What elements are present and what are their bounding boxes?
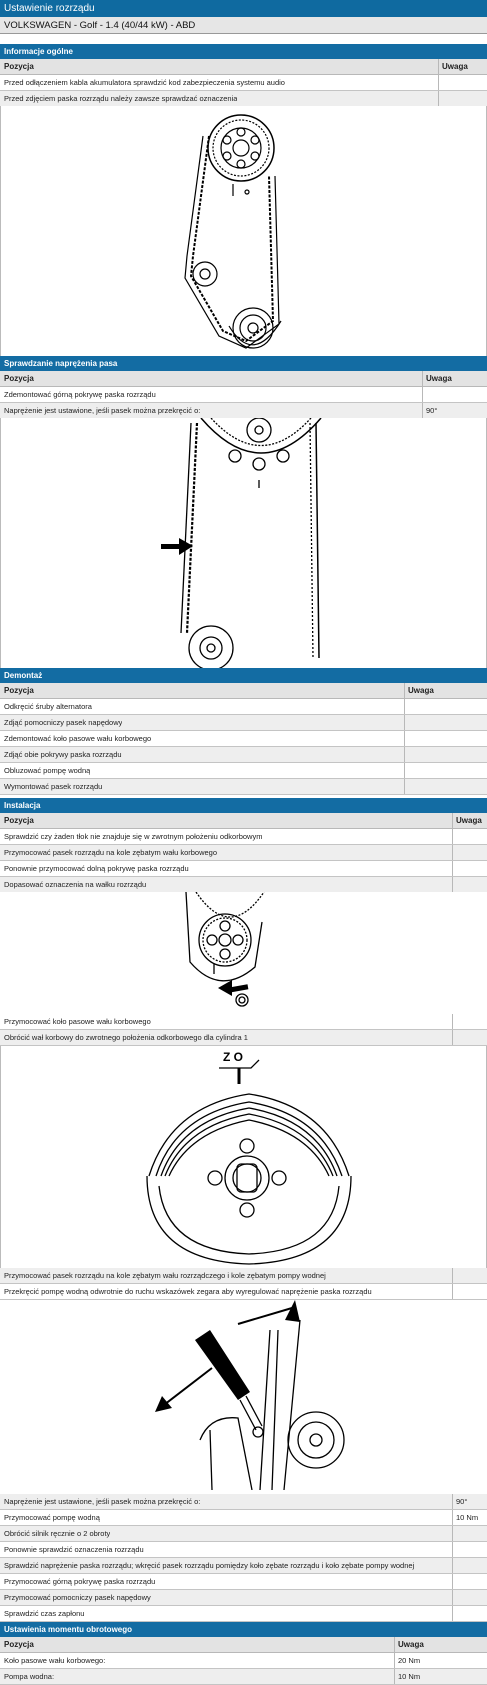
section-install-d [0,1494,487,1622]
section-removal [0,668,487,795]
table-row: Sprawdzić czas zapłonu [0,1606,487,1622]
section-title: Informacje ogólne [0,44,487,59]
section-install-c [0,1268,487,1300]
section-tension [0,356,487,419]
table-row [0,403,487,419]
row-text: Przed zdjęciem paska rozrządu należy zawsze sprawdzać oznaczenia [4,94,238,103]
tension-value: 90° [422,403,437,418]
table-row: Obrócić wał korbowy do zwrotnego położenia odkorbowego dla cylindra 1 [0,1030,487,1046]
table-row: Obluzować pompę wodną [0,763,487,779]
table-row: Sprawdzić czy żaden tłok nie znajduje się w zwrotnym położeniu odkorbowym [0,829,487,845]
row-text: Przed odłączeniem kabla akumulatora sprawdzić kod zabezpieczenia systemu audio [4,78,285,87]
row-text: Naprężenie jest ustawione, jeśli pasek można przekręcić o: [4,406,201,415]
col-position: Pozycja [4,686,34,695]
col-note: Uwaga [404,683,434,698]
table-row: Zdemontować koło pasowe wału korbowego [0,731,487,747]
table-row [0,75,487,91]
torque-value: 20 Nm [394,1653,420,1668]
belt-tension-diagram [0,418,487,668]
torque-value: 10 Nm [394,1669,420,1684]
column-header [0,813,487,829]
column-header [0,59,487,75]
table-row: Odkręcić śruby alternatora [0,699,487,715]
section-install [0,798,487,893]
table-row: Koło pasowe wału korbowego: 20 Nm [0,1653,487,1669]
table-row: Przymocować pasek rozrządu na kole zębatym wału korbowego [0,845,487,861]
table-row: Przekręcić pompę wodną odwrotnie do ruchu wskazówek zegara aby wyregulować naprężenie paska rozrządu [0,1284,487,1300]
section-title: Demontaż [0,668,487,683]
vehicle-subtitle: VOLKSWAGEN - Golf - 1.4 (40/44 kW) - ABD [0,17,487,34]
section-general [0,44,487,107]
table-row: Pompa wodna: 10 Nm [0,1669,487,1685]
section-title: Instalacja [0,798,487,813]
section-install-b [0,1014,487,1046]
table-row: Przymocować pompę wodną 10 Nm [0,1510,487,1526]
table-row: Ponownie sprawdzić oznaczenia rozrządu [0,1542,487,1558]
section-torque [0,1622,487,1685]
page-title: Ustawienie rozrządu [0,0,487,17]
col-note: Uwaga [394,1637,424,1652]
table-row: Ponownie przymocować dolną pokrywę paska rozrządu [0,861,487,877]
section-title: Ustawienia momentu obrotowego [0,1622,487,1637]
col-position: Pozycja [4,1640,34,1649]
water-pump-adjust-diagram [0,1300,487,1490]
table-row: Zdjąć obie pokrywy paska rozrządu [0,747,487,763]
col-position: Pozycja [4,816,34,825]
table-row: Obrócić silnik ręcznie o 2 obroty [0,1526,487,1542]
table-row: Zdjąć pomocniczy pasek napędowy [0,715,487,731]
col-position: Pozycja [4,62,34,71]
camshaft-mark-diagram [0,892,487,1010]
col-position: Pozycja [4,374,34,383]
table-row: Wymontować pasek rozrządu [0,779,487,795]
section-title: Sprawdzanie naprężenia pasa [0,356,487,371]
table-row: Naprężenie jest ustawione, jeśli pasek można przekręcić o: 90° [0,1494,487,1510]
column-header [0,1637,487,1653]
col-note: Uwaga [438,59,468,74]
col-note: Uwaga [422,371,452,386]
table-row: Dopasować oznaczenia na wałku rozrządu [0,877,487,893]
column-header [0,683,487,699]
table-row: Przymocować górną pokrywę paska rozrządu [0,1574,487,1590]
table-row: Przymocować koło pasowe wału korbowego [0,1014,487,1030]
timing-belt-diagram [0,106,487,356]
table-row: Sprawdzić naprężenie paska rozrządu; wkręcić pasek rozrządu pomiędzy koło zębate rozrządu i koło zębate pompy wodnej [0,1558,487,1574]
table-row [0,387,487,403]
col-note: Uwaga [452,813,482,828]
column-header [0,371,487,387]
table-row: Przymocować pomocniczy pasek napędowy [0,1590,487,1606]
crankshaft-pulley-diagram [0,1046,487,1268]
tdc-mark-label: Z O [223,1050,243,1064]
table-row: Przymocować pasek rozrządu na kole zębatym wału rozrządczego i kole zębatym pompy wodnej [0,1268,487,1284]
table-row [0,91,487,107]
row-text: Zdemontować górną pokrywę paska rozrządu [4,390,156,399]
